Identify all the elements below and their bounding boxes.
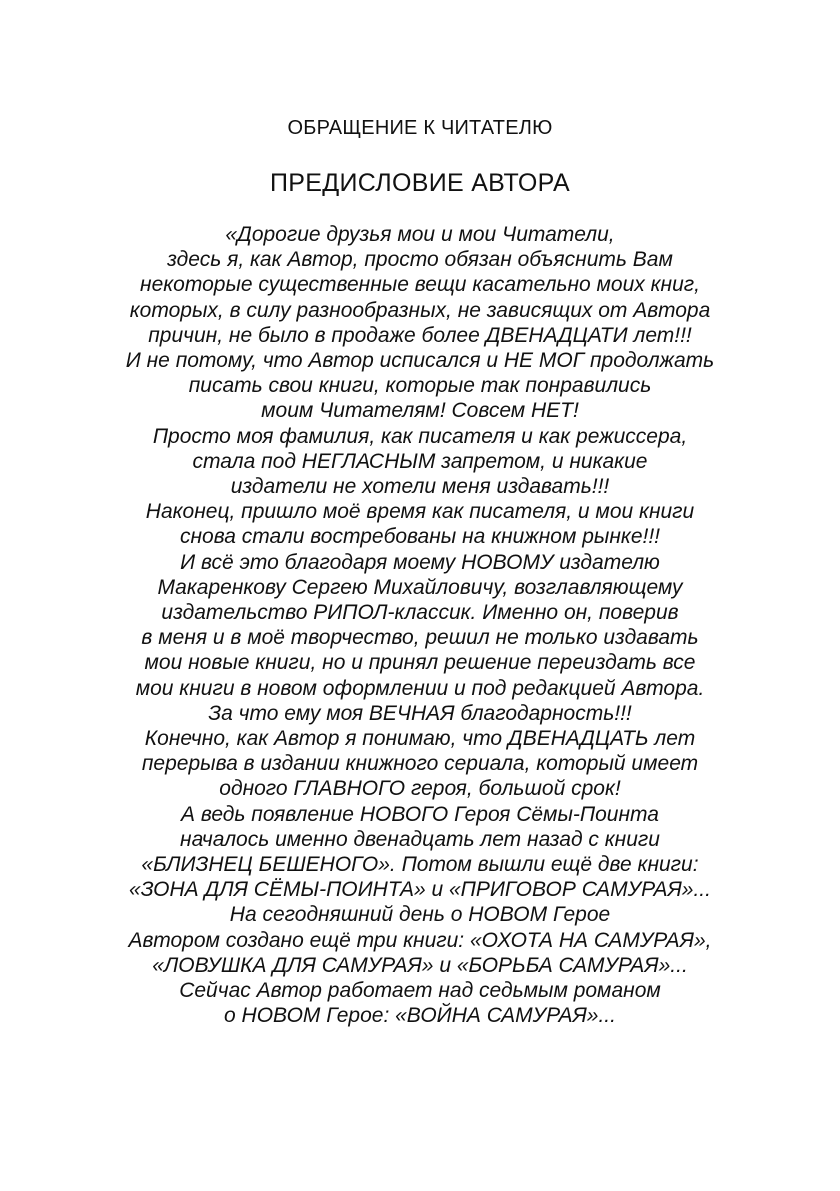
page-title: ПРЕДИСЛОВИЕ АВТОРА bbox=[270, 169, 570, 197]
text-line: некоторые существенные вещи касательно моих книг, bbox=[140, 273, 700, 297]
text-line: мои новые книги, но и принял решение переиздать все bbox=[144, 651, 696, 675]
text-line: Конечно, как Автор я понимаю, что ДВЕНАДЦАТЬ лет bbox=[144, 727, 696, 751]
text-line: Сейчас Автор работает над седьмым романом bbox=[179, 979, 661, 1003]
text-line: «ЛОВУШКА ДЛЯ САМУРАЯ» и «БОРЬБА САМУРАЯ»... bbox=[152, 953, 688, 977]
text-line: которых, в силу разнообразных, не зависящих от Автора bbox=[129, 298, 711, 322]
text-line: Автором создано ещё три книги: «ОХОТА НА САМУРАЯ», bbox=[128, 928, 712, 952]
text-line: «БЛИЗНЕЦ БЕШЕНОГО». Потом вышли ещё две книги: bbox=[141, 853, 699, 877]
page-heading: ОБРАЩЕНИЕ К ЧИТАТЕЛЮ bbox=[287, 117, 553, 139]
text-line: о НОВОМ Герое: «ВОЙНА САМУРАЯ»... bbox=[224, 1004, 616, 1028]
text-line: моим Читателям! Совсем НЕТ! bbox=[261, 399, 579, 423]
text-line: в меня и в моё творчество, решил не только издавать bbox=[141, 626, 699, 650]
text-line: перерыва в издании книжного сериала, который имеет bbox=[141, 752, 699, 776]
text-line: За что ему моя ВЕЧНАЯ благодарность!!! bbox=[208, 701, 632, 725]
text-line: «Дорогие друзья мои и мои Читатели, bbox=[225, 223, 615, 246]
text-line: здесь я, как Автор, просто обязан объяснить Вам bbox=[167, 248, 673, 272]
text-line: А ведь появление НОВОГО Героя Сёмы-Поинта bbox=[181, 802, 659, 826]
text-line: И всё это благодаря моему НОВОМУ издателю bbox=[180, 550, 660, 574]
text-line: писать свои книги, которые так понравились bbox=[188, 374, 652, 398]
text-line: стала под НЕГЛАСНЫМ запретом, и никакие bbox=[192, 449, 648, 473]
text-line: одного ГЛАВНОГО героя, большой срок! bbox=[219, 777, 621, 801]
preface-text bbox=[100, 222, 740, 1029]
text-line: Просто моя фамилия, как писателя и как режиссера, bbox=[152, 424, 688, 448]
text-line: началось именно двенадцать лет назад с книги bbox=[180, 827, 660, 851]
text-line: На сегодняшний день о НОВОМ Герое bbox=[229, 903, 611, 927]
text-line: издатели не хотели меня издавать!!! bbox=[230, 475, 610, 499]
text-line: И не потому, что Автор исписался и НЕ МОГ продолжать bbox=[125, 349, 715, 373]
text-line: снова стали востребованы на книжном рынке!!! bbox=[179, 525, 661, 549]
text-line: «ЗОНА ДЛЯ СЁМЫ-ПОИНТА» и «ПРИГОВОР САМУРАЯ»... bbox=[129, 878, 711, 902]
text-line: Наконец, пришло моё время как писателя, и мои книги bbox=[145, 500, 695, 524]
text-line: издательство РИПОЛ-классик. Именно он, поверив bbox=[161, 601, 679, 625]
text-line: причин, не было в продаже более ДВЕНАДЦАТИ лет!!! bbox=[148, 323, 692, 347]
text-line: Макаренкову Сергею Михайловичу, возглавляющему bbox=[157, 575, 683, 599]
text-line: мои книги в новом оформлении и под редакцией Автора. bbox=[135, 676, 705, 700]
